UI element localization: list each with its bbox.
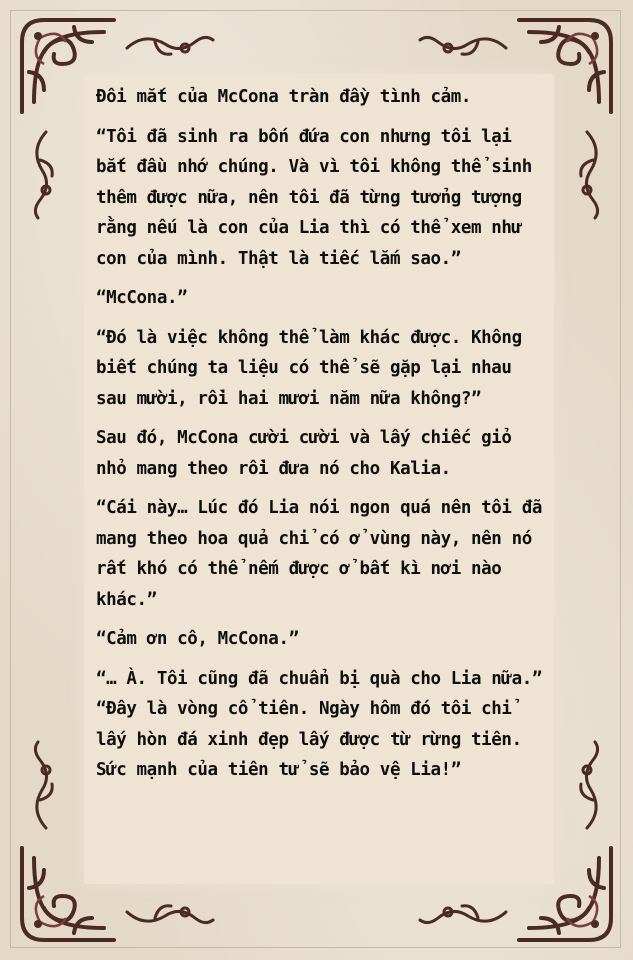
ornate-flourish-icon [125, 894, 215, 930]
ornate-flourish-icon [28, 740, 64, 830]
ornate-flourish-icon [125, 30, 215, 66]
ornate-flourish-icon [569, 130, 605, 220]
paragraph-1: Đôi mắt của McCona tràn đầy tình cảm. [96, 87, 472, 107]
paragraph-7: “Cảm ơn cô, McCona.” [96, 629, 299, 649]
paragraph-8: “… À. Tôi cũng đã chuẩn bị quà cho Lia nữa.” [96, 668, 542, 689]
paragraph-9: “Đây là vòng cổ tiên. Ngày hôm đó tôi chỉ lấy hòn đá xinh đẹp lấy được từ rừng tiên. Sức mạnh của tiên tử sẽ bảo vệ Lia!” [96, 699, 522, 780]
paragraph-4: “Đó là việc không thể làm khác được. Không biết chúng ta liệu có thể sẽ gặp lại nhau sau mười, rồi hai mươi năm nữa không?” [96, 327, 522, 409]
ornate-flourish-icon [28, 130, 64, 220]
story-text [96, 82, 548, 795]
ornate-flourish-icon [418, 30, 508, 66]
paragraph-2: “Tôi đã sinh ra bốn đứa con nhưng tôi lại bắt đầu nhớ chúng. Và vì tôi không thể sinh thêm được nữa, nên tôi đã từng tưởng tượng rằng nếu là con của Lia thì có thể xem như con của mình. Thật là tiếc lắm sao.” [96, 126, 532, 269]
paragraph-5: Sau đó, McCona cười cười và lấy chiếc giỏ nhỏ mang theo rồi đưa nó cho Kalia. [96, 428, 512, 479]
ornate-flourish-icon [418, 894, 508, 930]
ornate-flourish-icon [569, 740, 605, 830]
paragraph-6: “Cái này… Lúc đó Lia nói ngon quá nên tôi đã mang theo hoa quả chỉ có ở vùng này, nên nó rất khó có thể nếm được ở bất kì nơi nào khác.” [96, 498, 542, 610]
paragraph-3: “McCona.” [96, 288, 188, 308]
